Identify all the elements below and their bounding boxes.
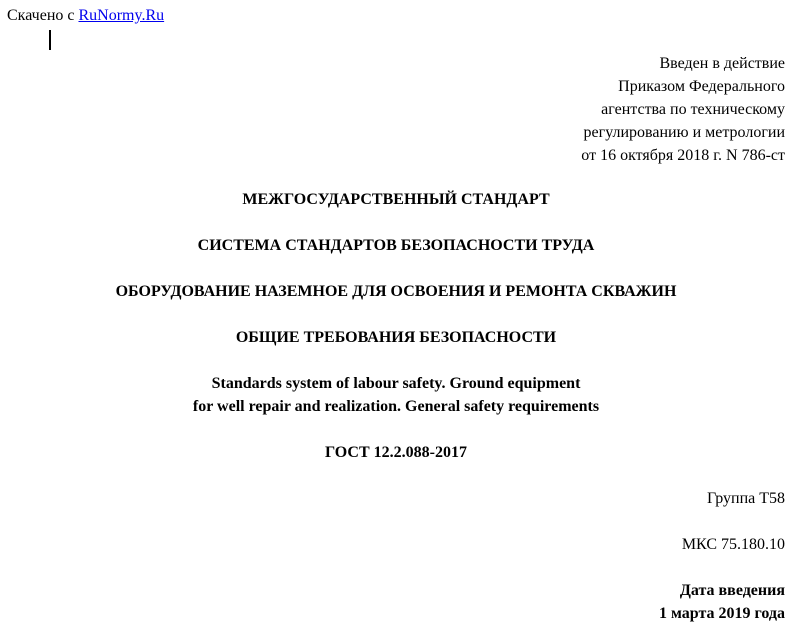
equipment-heading: ОБОРУДОВАНИЕ НАЗЕМНОЕ ДЛЯ ОСВОЕНИЯ И РЕМОНТА СКВАЖИН <box>115 283 677 300</box>
english-title <box>0 372 792 418</box>
enactment-line: регулированию и метрологии <box>583 124 785 141</box>
gost-number: ГОСТ 12.2.088-2017 <box>325 444 467 461</box>
interstate-standard-heading: МЕЖГОСУДАРСТВЕННЫЙ СТАНДАРТ <box>242 191 550 208</box>
introduction-date <box>659 579 785 625</box>
enactment-notice <box>581 52 785 167</box>
mks-code: МКС 75.180.10 <box>681 536 785 553</box>
enactment-line: Введен в действие <box>659 55 785 72</box>
english-title-line: for well repair and realization. General safety requirements <box>192 398 600 415</box>
system-heading: СИСТЕМА СТАНДАРТОВ БЕЗОПАСНОСТИ ТРУДА <box>197 237 595 254</box>
english-title-line: Standards system of labour safety. Ground equipment <box>211 375 581 392</box>
enactment-line: от 16 октября 2018 г. N 786-ст <box>581 147 785 164</box>
requirements-heading: ОБЩИЕ ТРЕБОВАНИЯ БЕЗОПАСНОСТИ <box>235 329 557 346</box>
text-cursor <box>49 30 51 50</box>
introduction-date-label: Дата введения <box>679 582 785 599</box>
enactment-line: Приказом Федерального <box>618 78 785 95</box>
enactment-line: агентства по техническому <box>601 101 785 118</box>
group-code: Группа Т58 <box>706 490 785 507</box>
source-link[interactable]: RuNormy.Ru <box>78 7 165 24</box>
introduction-date-value: 1 марта 2019 года <box>658 605 785 622</box>
download-source-line <box>7 6 164 26</box>
download-prefix: Скачено с <box>7 7 75 24</box>
